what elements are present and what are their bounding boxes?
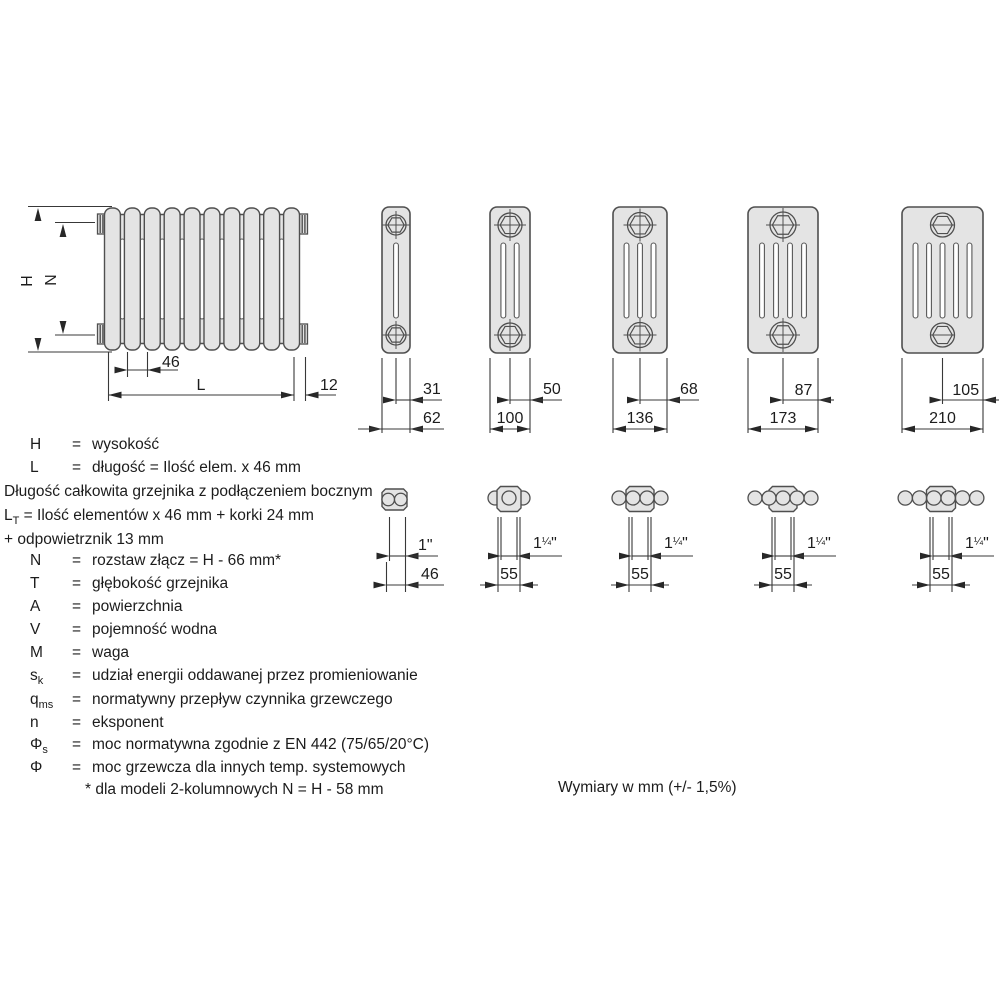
tube-circle (382, 493, 395, 506)
dimension-arrow-icon (148, 367, 161, 374)
thread-size-dim: 1¼" (533, 535, 557, 552)
legend-row: $s_k$ = udział energii oddawanej przez promieniowanie (30, 667, 418, 688)
dimension-arrow-icon (35, 338, 42, 351)
legend-desc: moc normatywna zgodnie z EN 442 (75/65/20°C) (92, 736, 430, 753)
radiator-tube (284, 208, 300, 350)
legend-desc: waga (92, 644, 130, 661)
legend-row: n = eksponent (30, 714, 164, 731)
dimension-arrow-icon (613, 426, 626, 433)
axis-depth-dim: 68 (680, 381, 698, 398)
dimension-arrow-icon (748, 426, 761, 433)
column-slot (760, 243, 765, 318)
legend-paragraph: Długość całkowita grzejnika z podłączeniem bocznym (4, 483, 373, 500)
legend-row: L = długość = Ilość elem. x 46 mm (30, 459, 301, 476)
radiator-tube (224, 208, 240, 350)
radiator-tube (105, 208, 121, 350)
legend-desc: eksponent (92, 714, 164, 731)
end-offset-dim: 12 (320, 377, 338, 394)
legend-desc: pojemność wodna (92, 621, 217, 638)
tube-circle (912, 491, 926, 505)
dimension-arrow-icon (109, 392, 122, 399)
tube-circle (395, 493, 408, 506)
top-view-2-column (374, 489, 445, 592)
dimension-arrow-icon (60, 224, 67, 237)
dimension-arrow-icon (115, 367, 128, 374)
legend-row: $q_{ms}$ = normatywny przepływ czynnika grzewczego (30, 691, 393, 712)
total-depth-dim: 100 (496, 410, 524, 427)
dimension-arrow-icon (281, 392, 294, 399)
column-slot (624, 243, 629, 318)
dimension-arrow-icon (917, 582, 930, 589)
legend-desc: udział energii oddawanej przez promieniowanie (92, 667, 418, 684)
units-note: Wymiary w mm (+/- 1,5%) (558, 779, 737, 796)
dimension-arrow-icon (952, 582, 965, 589)
tube-circle (502, 491, 516, 505)
side-view-4-column (613, 207, 699, 433)
tube-circle (790, 491, 804, 505)
legend-desc: wysokość (92, 436, 160, 453)
legend-row: M = waga (30, 644, 130, 661)
legend-row: $\Phi_s$ = moc normatywna zgodnie z EN 442 (75/65/20°C) (30, 736, 430, 757)
radiator-tube (124, 208, 140, 350)
tube-circle (626, 491, 640, 505)
axis-depth-dim: 105 (952, 382, 980, 399)
tube-circle (941, 491, 955, 505)
side-view-6-column (902, 207, 999, 433)
dimension-arrow-icon (619, 553, 632, 560)
dimension-arrow-icon (762, 553, 775, 560)
node-spacing-dim-label: N (41, 274, 58, 286)
column-slot (501, 243, 506, 318)
tube-circle (762, 491, 776, 505)
thread-size-dim: 1¼" (664, 535, 688, 552)
dimension-arrow-icon (616, 582, 629, 589)
axis-depth-dim: 87 (794, 382, 813, 399)
legend-row: H = wysokość (30, 436, 160, 453)
front-view-radiator (17, 207, 338, 402)
radiator-tube (144, 208, 160, 350)
dimension-arrow-icon (488, 553, 501, 560)
tube-circle (640, 491, 654, 505)
connection-pitch-dim: 55 (774, 566, 792, 583)
legend-row: N = rozstaw złącz = H - 66 mm* (30, 552, 282, 569)
dimension-arrow-icon (35, 208, 42, 221)
column-slot (954, 243, 959, 318)
dimension-arrow-icon (920, 553, 933, 560)
legend-row: V = pojemność wodna (30, 621, 217, 638)
column-slot (651, 243, 656, 318)
height-dim-label: H (17, 275, 34, 287)
dimension-arrow-icon (930, 397, 943, 404)
legend-row: Φ = moc grzewcza dla innych temp. systemowych (30, 759, 406, 776)
dimension-arrow-icon (759, 582, 772, 589)
dimension-arrow-icon (306, 392, 319, 399)
column-slot (514, 243, 519, 318)
column-slot (940, 243, 945, 318)
legend-row: T = głębokość grzejnika (30, 575, 229, 592)
legend-paragraph: $L_T$ = Ilość elementów x 46 mm + korki 24 mm (4, 507, 314, 528)
tube-circle (927, 491, 941, 505)
top-view-4-column (611, 487, 693, 593)
axis-depth-dim: 31 (423, 381, 441, 398)
dimension-arrow-icon (794, 582, 807, 589)
tube-circle (748, 491, 762, 505)
tube-circle (612, 491, 626, 505)
connection-pitch-dim: 55 (500, 566, 518, 583)
connection-pitch-dim: 55 (631, 566, 649, 583)
axis-depth-dim: 50 (543, 381, 561, 398)
top-view-6-column (898, 487, 994, 593)
tube-circle (654, 491, 668, 505)
side-view-2-column (358, 207, 444, 433)
legend-desc: rozstaw złącz = H - 66 mm* (92, 552, 282, 569)
total-depth-dim: 62 (423, 410, 441, 427)
column-slot (802, 243, 807, 318)
dimension-arrow-icon (970, 426, 983, 433)
total-depth-dim: 136 (626, 410, 654, 427)
legend-desc: powierzchnia (92, 598, 183, 615)
tube-circle (970, 491, 984, 505)
tube-circle (804, 491, 818, 505)
legend-row: A = powierzchnia (30, 598, 183, 615)
total-depth-dim: 173 (769, 410, 797, 427)
dimension-arrow-icon (377, 553, 390, 560)
tube-circle (898, 491, 912, 505)
tube-circle (955, 491, 969, 505)
side-view-5-column (748, 207, 834, 433)
tube-circle (776, 491, 790, 505)
dimension-arrow-icon (770, 397, 783, 404)
column-slot (394, 243, 399, 318)
connection-pitch-dim: 55 (932, 566, 950, 583)
radiator-tube (244, 208, 260, 350)
thread-size-dim: 1¼" (965, 535, 989, 552)
dimension-arrow-icon (627, 397, 640, 404)
radiator-tube (204, 208, 220, 350)
side-view-3-column (490, 207, 562, 433)
dimension-arrow-icon (651, 582, 664, 589)
top-view-3-column (480, 487, 562, 593)
dimension-arrow-icon (520, 582, 533, 589)
radiator-tube (164, 208, 180, 350)
column-slot (774, 243, 779, 318)
legend-desc: głębokość grzejnika (92, 575, 229, 592)
dimension-arrow-icon (497, 397, 510, 404)
legend-footnote: * dla modeli 2-kolumnowych N = H - 58 mm (85, 781, 384, 798)
radiator-tube (264, 208, 280, 350)
dimension-arrow-icon (654, 426, 667, 433)
legend-desc: moc grzewcza dla innych temp. systemowych (92, 759, 406, 776)
element-pitch-dim: 46 (162, 354, 180, 371)
dimension-arrow-icon (805, 426, 818, 433)
dimension-arrow-icon (374, 582, 387, 589)
radiator-tube (184, 208, 200, 350)
length-dim: L (196, 377, 206, 394)
dimension-arrow-icon (383, 397, 396, 404)
legend-paragraph: + odpowietrznik 13 mm (4, 531, 164, 548)
connection-pitch-dim: 46 (421, 566, 439, 583)
dimension-arrow-icon (60, 321, 67, 334)
connection-boss (300, 324, 308, 344)
legend-desc: normatywny przepływ czynnika grzewczego (92, 691, 393, 708)
legend-desc: długość = Ilość elem. x 46 mm (92, 459, 301, 476)
connection-boss (300, 214, 308, 234)
thread-size-dim: 1¼" (807, 535, 831, 552)
thread-size-dim: 1" (418, 537, 433, 554)
column-slot (638, 243, 643, 318)
top-view-5-column (748, 487, 836, 593)
column-slot (967, 243, 972, 318)
dimension-arrow-icon (902, 426, 915, 433)
total-depth-dim: 210 (929, 410, 956, 427)
column-slot (927, 243, 932, 318)
column-slot (913, 243, 918, 318)
column-slot (788, 243, 793, 318)
dimension-arrow-icon (485, 582, 498, 589)
